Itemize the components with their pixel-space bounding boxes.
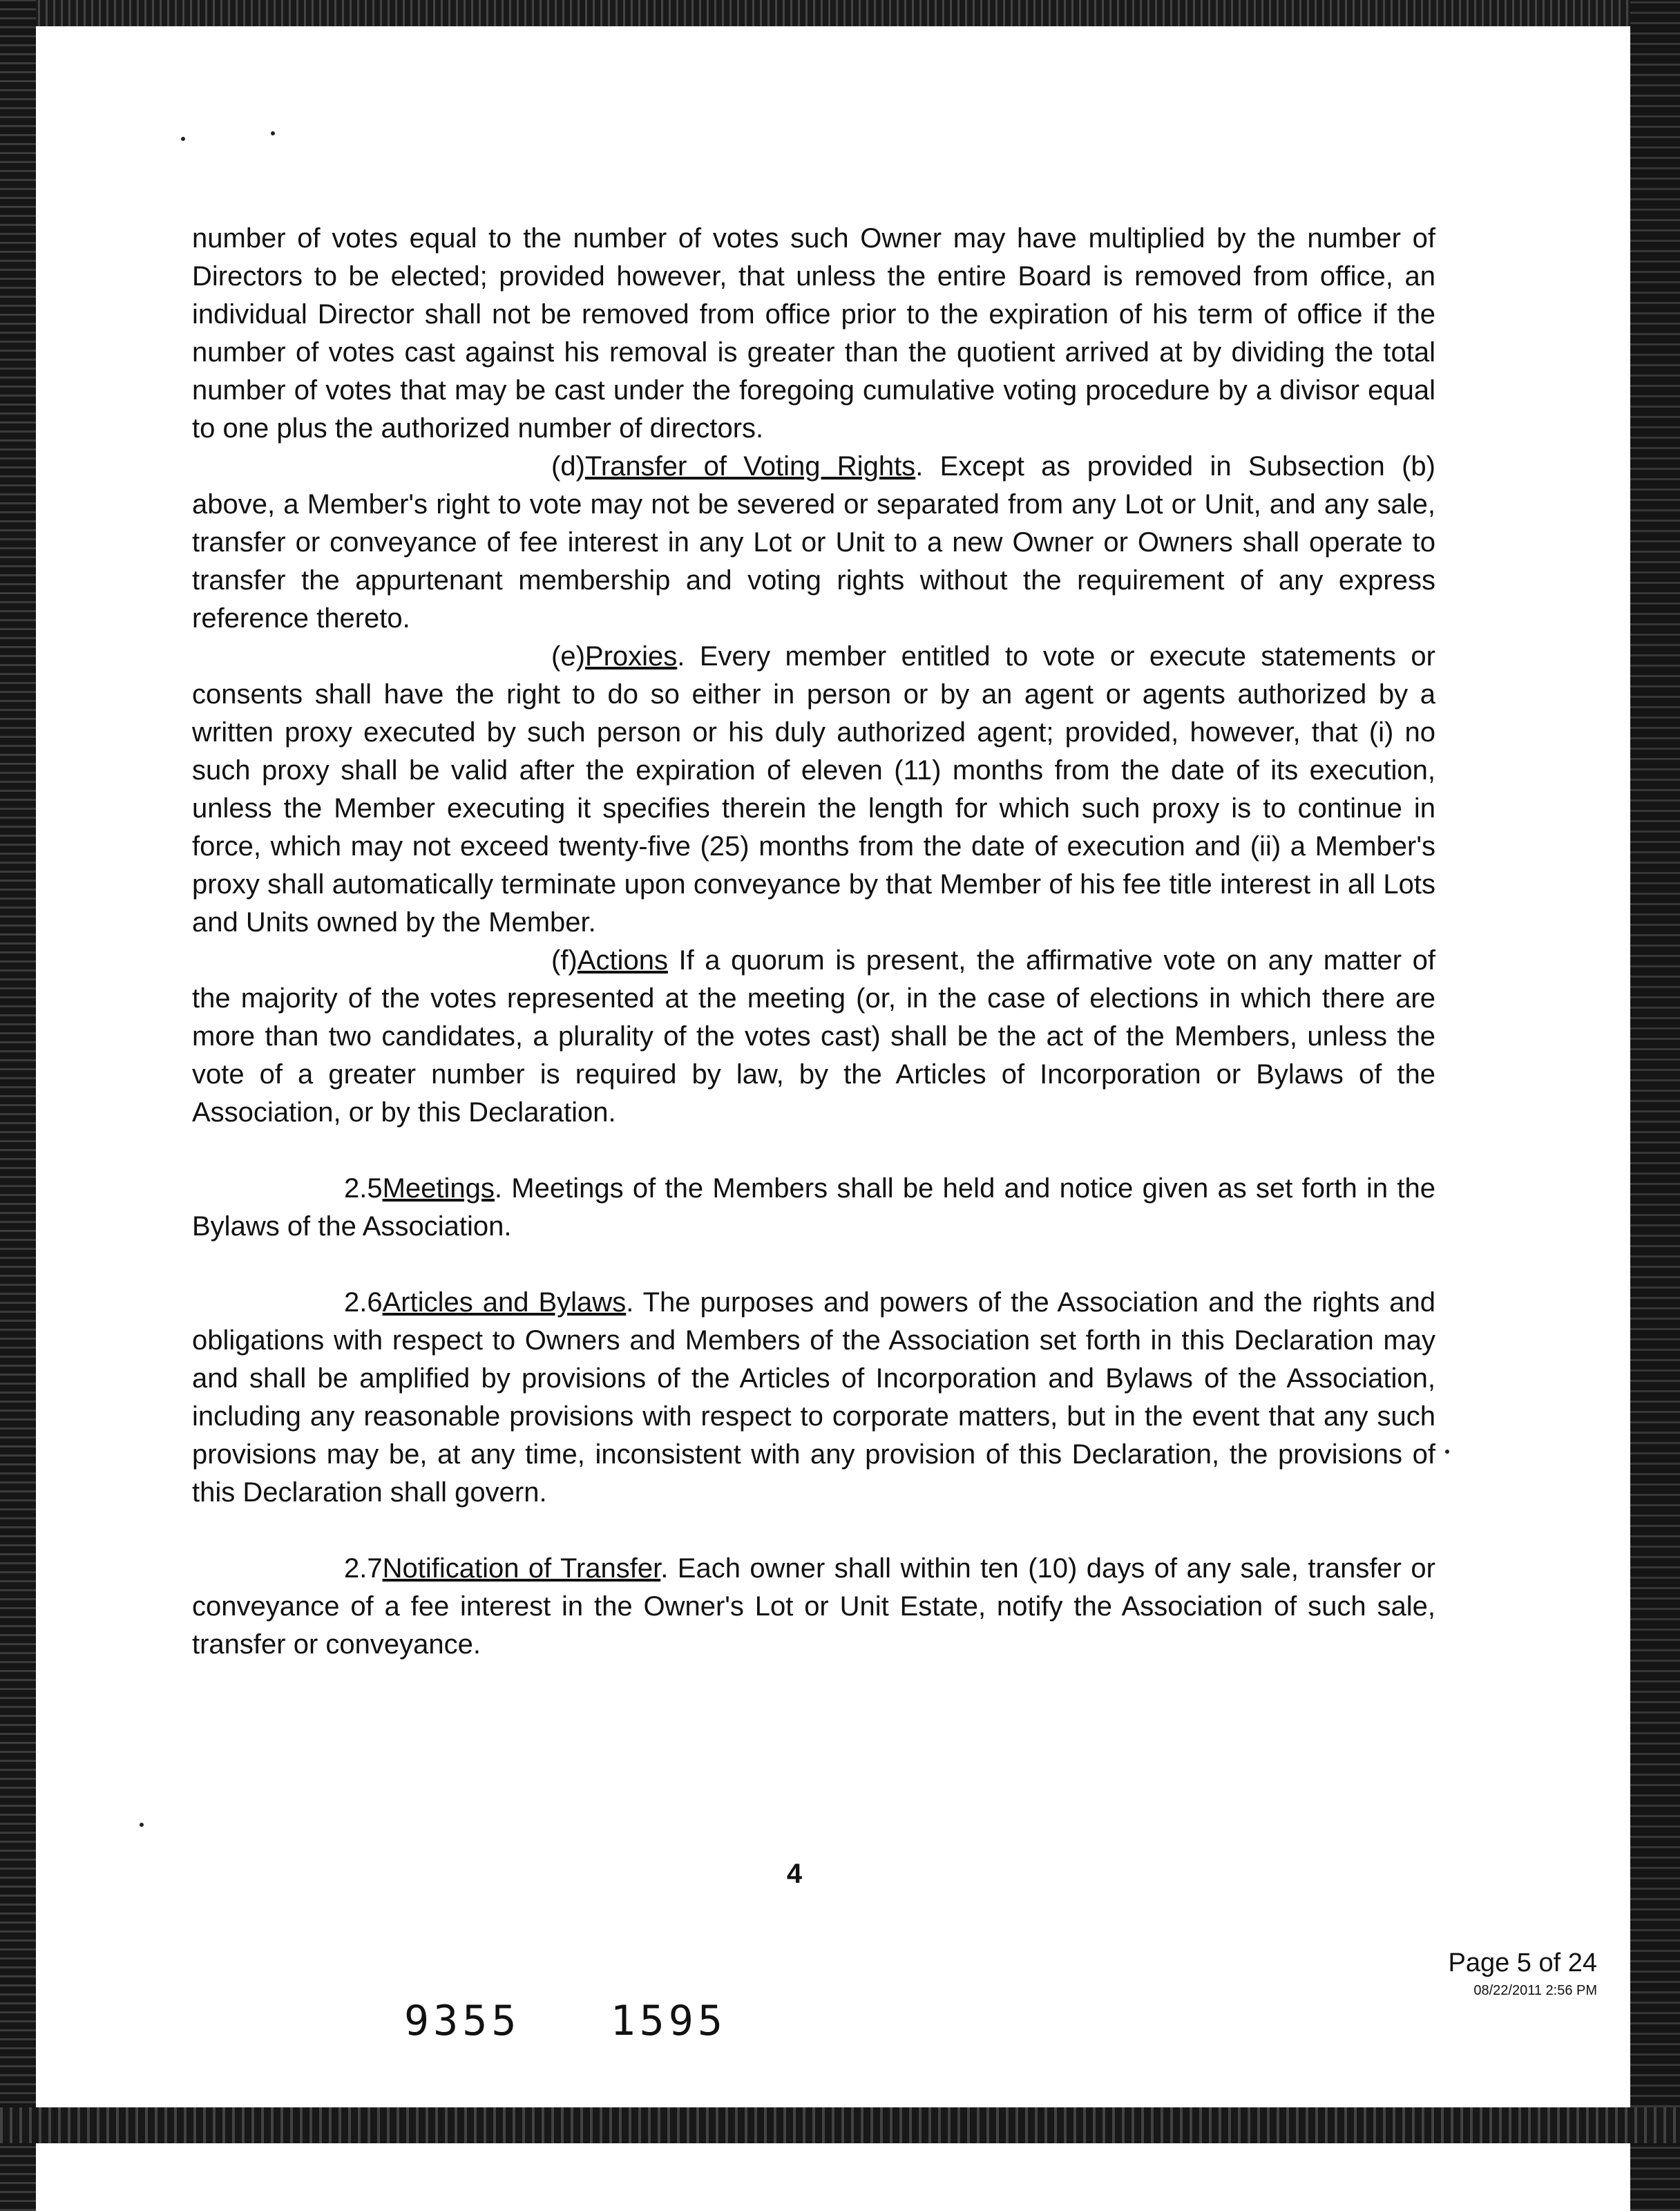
section-2-7 (192, 1550, 1435, 1664)
section-number: 2.7 (344, 1553, 383, 1584)
scan-border-top (0, 0, 1680, 26)
book-number: 9355 (404, 1997, 521, 2045)
paragraph-text: . Except as provided in Subsection (b) above, a Member's right to vote may not be severed or separated from any Lot or Unit, and any sale, transfer or conveyance of fee interest in any Lot or Unit to a new Owner or Owners shall operate to transfer the appurtenant membership and voting rights without the requirement of any express reference thereto. (192, 451, 1435, 634)
body-text (192, 220, 1435, 1664)
recorder-page-count: Page 5 of 24 (1448, 1948, 1597, 1977)
paragraph-text: . Every member entitled to vote or execute statements or consents shall have the right to do so either in person or by an agent or agents authorized by a written proxy executed by such person or his duly authorized agent; provided, however, that (i) no such proxy shall be valid after the expiration of eleven (11) months from the date of its execution, unless the Member executing it specifies therein the length for which such proxy is to continue in force, which may not exceed twenty-five (25) months from the date of execution and (ii) a Member's proxy shall automatically terminate upon conveyance by that Member of his fee title interest in all Lots and Units owned by the Member. (192, 641, 1435, 938)
paragraph-text: . The purposes and powers of the Association and the rights and obligations with respect to Owners and Members of the Association set forth in this Declaration may and shall be amplified by provisions of the Articles of Incorporation and Bylaws of the Association, including any reasonable provisions with respect to corporate matters, but in the event that any such provisions may be, at any time, inconsistent with any provision of this Declaration, the provisions of this Declaration shall govern. (192, 1287, 1436, 1508)
scan-speck (181, 137, 185, 141)
subsection-heading: Proxies (584, 641, 678, 672)
scan-border-bottom (0, 2107, 1680, 2143)
book-page-number: 1595 (610, 1997, 727, 2045)
scan-speck (140, 1823, 144, 1827)
book-page-stamp (404, 1997, 817, 2045)
section-2-6 (192, 1284, 1435, 1512)
section-heading: Notification of Transfer (382, 1553, 661, 1584)
scan-speck (271, 131, 275, 135)
subsection-label: (e) (551, 641, 585, 672)
section-heading: Meetings (382, 1173, 495, 1204)
recorder-timestamp: 08/22/2011 2:56 PM (1473, 1983, 1597, 1998)
paragraph-continuation (192, 220, 1435, 448)
paragraph-f (192, 942, 1435, 1132)
page-number: 4 (786, 1859, 803, 1889)
paragraph-text: number of votes equal to the number of votes such Owner may have multiplied by the number of Directors to be elected; provided however, that unless the entire Board is removed from office, an individual Director shall not be removed from office prior to the expiration of his term of office if the number of votes cast against his removal is greater than the quotient arrived at by dividing the total number of votes that may be cast under the foregoing cumulative voting procedure by a divisor equal to one plus the authorized number of directors. (192, 223, 1435, 444)
scan-border-left (0, 0, 36, 2211)
paragraph-text: . Meetings of the Members shall be held and notice given as set forth in the Bylaws of the Association. (192, 1173, 1435, 1242)
section-2-5 (192, 1170, 1435, 1246)
subsection-heading: Actions (577, 945, 668, 976)
paragraph-text: . Each owner shall within ten (10) days of any sale, transfer or conveyance of a fee interest in the Owner's Lot or Unit Estate, notify the Association of such sale, transfer or conveyance. (192, 1553, 1435, 1660)
subsection-label: (d) (551, 451, 585, 482)
subsection-heading: Transfer of Voting Rights (584, 451, 916, 482)
section-heading: Articles and Bylaws (382, 1287, 627, 1318)
paragraph-e (192, 638, 1435, 942)
scan-speck (1445, 1450, 1449, 1454)
paragraph-d (192, 448, 1435, 638)
paragraph-text: If a quorum is present, the affirmative vote on any matter of the majority of the votes represented at the meeting (or, in the case of elections in which there are more than two candidates, a plurality of the votes cast) shall be the act of the Members, unless the vote of a greater number is required by law, by the Articles of Incorporation or Bylaws of the Association, or by this Declaration. (192, 945, 1435, 1128)
section-number: 2.6 (344, 1287, 383, 1318)
section-number: 2.5 (344, 1173, 383, 1204)
scan-border-right (1630, 0, 1680, 2211)
subsection-label: (f) (551, 945, 578, 976)
